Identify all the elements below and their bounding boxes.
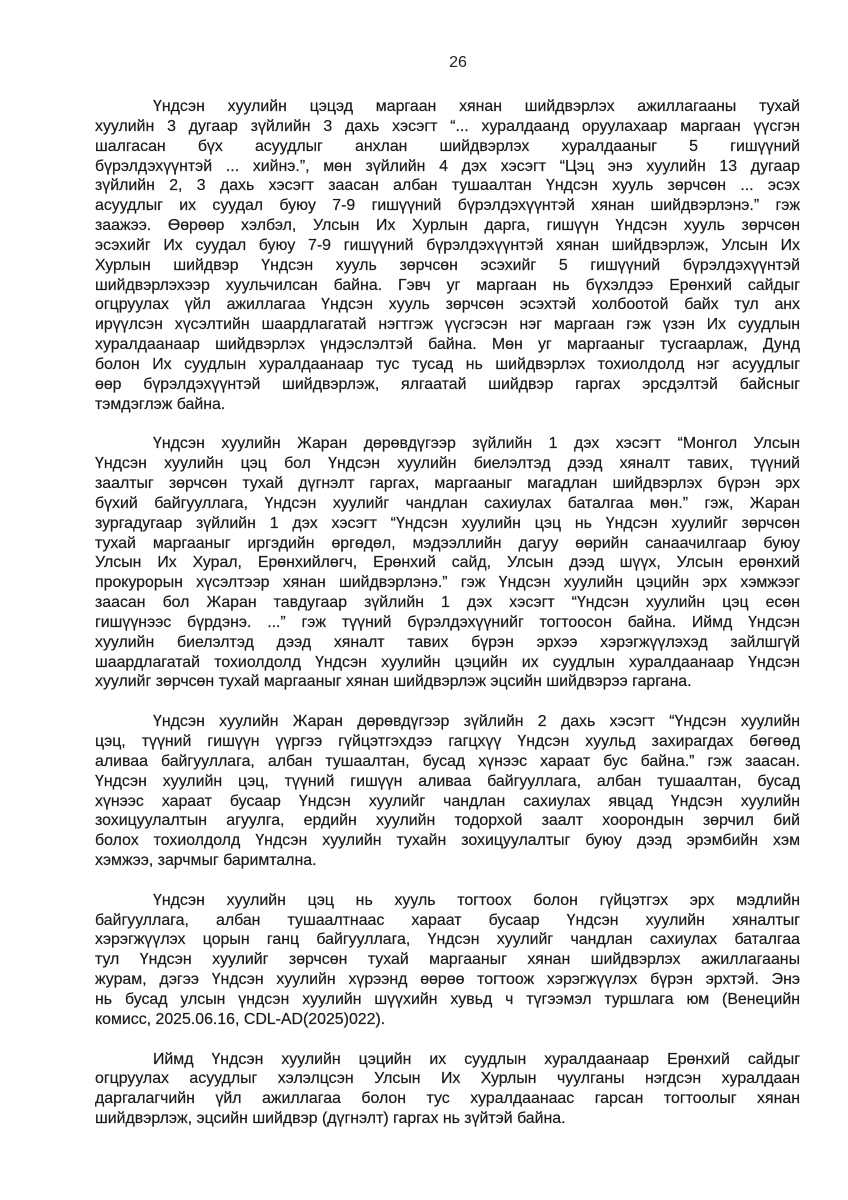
text-line: нь бусад улсын үндсэн хуулийн шүүхийн хувьд ч түгээмэл туршлага юм (Венецийн xyxy=(95,990,800,1008)
text-line: болох тохиолдолд Үндсэн хуулийн тухайн зохицуулалтыг буюу дээд эрэмбийн хэм xyxy=(95,832,800,850)
text-line: Үндсэн хуулийн цэц бол Үндсэн хуулийн биелэлтэд дээд хяналт тавих, түүний xyxy=(95,455,800,473)
paragraph xyxy=(95,97,800,415)
text-line: хэмжээ, зарчмыг баримтална. xyxy=(95,852,317,870)
text-line: өөр бүрэлдэхүүнтэй шийдвэрлэж, ялгаатай шийдвэр гаргах эрсдэлтэй байсныг xyxy=(95,375,800,393)
text-line: даргалагчийн үйл ажиллагаа болон тус хуралдаанаас гарсан тогтоолыг хянан xyxy=(95,1090,800,1108)
text-line: Хурлын шийдвэр Үндсэн хууль зөрчсөн эсэхийг 5 гишүүний бүрэлдэхүүнтэй xyxy=(95,256,800,274)
text-line: аливаа байгууллага, албан тушаалтан, бусад хүнээс хараат бус байна.” гэж заасан. xyxy=(95,752,800,770)
text-line: заалтыг зөрчсөн тухай дүгнэлт гаргах, маргааныг магадлан шийдвэрлэх бүрэн эрх xyxy=(95,475,800,493)
text-line: заасан бол Жаран тавдугаар зүйлийн 1 дэх хэсэгт “Үндсэн хуулийн цэц есөн xyxy=(95,594,800,612)
text-line: заажээ. Өөрөөр хэлбэл, Улсын Их Хурлын дарга, гишүүн Үндсэн хууль зөрчсөн xyxy=(95,217,800,235)
text-line: тэмдэглэж байна. xyxy=(95,395,226,413)
page-number: 26 xyxy=(449,54,467,71)
text-line: байгууллага, албан тушаалтнаас хараат бусаар Үндсэн хуулийн хяналтыг xyxy=(95,911,800,929)
paragraph xyxy=(95,712,800,871)
text-line: хүнээс хараат бусаар Үндсэн хуулийг чандлан сахиулах явцад Үндсэн хуулийн xyxy=(95,792,800,810)
paragraph xyxy=(95,891,800,1030)
text-line: Үндсэн хуулийн цэц, түүний гишүүн аливаа байгууллага, албан тушаалтан, бусад xyxy=(95,772,800,790)
text-line: огцруулах үйл ажиллагаа Үндсэн хууль зөрчсөн эсэхтэй холбоотой байх тул анх xyxy=(95,296,800,314)
text-line: хуулийн биелэлтэд дээд хяналт тавих бүрэн эрхээ хэрэгжүүлэхэд зайлшгүй xyxy=(95,633,800,651)
text-line: хуралдаанаар шийдвэрлэх үндэслэлтэй байна. Мөн уг маргааныг тусгаарлаж, Дунд xyxy=(95,336,800,354)
text-line: журам, дэгээ Үндсэн хуулийн хүрээнд өөрөө тогтоож хэрэгжүүлэх бүрэн эрхтэй. Энэ xyxy=(95,971,800,989)
text-line: тухай маргааныг иргэдийн өргөдөл, мэдээллийн дагуу өөрийн санаачилгаар буюу xyxy=(95,534,800,552)
text-line: цэц, түүний гишүүн үүргээ гүйцэтгэхдээ гагцхүү Үндсэн хуульд захирагдах бөгөөд xyxy=(95,733,800,750)
text-line: шалгасан бүх асуудлыг анхлан шийдвэрлэх хуралдааныг 5 гишүүний xyxy=(95,137,800,155)
text-line: Үндсэн хуулийн цэцэд маргаан хянан шийдвэрлэх ажиллагааны тухай xyxy=(153,98,800,115)
text-line: зүйлийн 2, 3 дахь хэсэгт заасан албан тушаалтан Үндсэн хууль зөрчсөн ... эсэх xyxy=(95,177,800,195)
text-line: хуулийн 3 дугаар зүйлийн 3 дахь хэсэгт “... хуралдаанд оруулахаар маргаан үүсгэн xyxy=(95,117,800,135)
text-line: эсэхийг Их суудал буюу 7-9 гишүүний бүрэлдэхүүнтэй хянан шийдвэрлэж, Улсын Их xyxy=(95,236,800,254)
text-line: гишүүнээс бүрдэнэ. ...” гэж түүний бүрэлдэхүүнийг тогтоосон байна. Иймд Үндсэн xyxy=(95,613,800,631)
text-line: асуудлыг их суудал буюу 7-9 гишүүний бүрэлдэхүүнтэй хянан шийдвэрлэнэ.” гэж xyxy=(95,197,800,215)
text-line: Улсын Их Хурал, Ерөнхийлөгч, Ерөнхий сайд, Улсын дээд шүүх, Улсын ерөнхий xyxy=(95,554,800,572)
text-line: шийдвэрлэж, эцсийн шийдвэр (дүгнэлт) гаргах нь зүйтэй байна. xyxy=(95,1110,566,1128)
text-line: зохицуулалтын агуулга, ердийн хуулийн тодорхой заалт хоорондын зөрчил бий xyxy=(95,812,800,830)
text-line: комисс, 2025.06.16, CDL-AD(2025)022). xyxy=(95,1010,386,1028)
document-body xyxy=(95,97,800,1129)
text-line: зургадугаар зүйлийн 1 дэх хэсэгт “Үндсэн хуулийн цэц нь Үндсэн хуулийг зөрчсөн xyxy=(95,514,800,532)
text-line: Үндсэн хуулийн цэц нь хууль тогтоох болон гүйцэтгэх эрх мэдлийн xyxy=(153,891,800,909)
text-line: прокурорын хүсэлтээр хянан шийдвэрлэнэ.” гэж Үндсэн хуулийн цэцийн эрх хэмжээг xyxy=(95,574,800,592)
text-line: бүхий байгууллага, Үндсэн хуулийг чандлан сахиулах баталгаа мөн.” гэж, Жаран xyxy=(95,494,800,512)
text-line: Үндсэн хуулийн Жаран дөрөвдүгээр зүйлийн 2 дахь хэсэгт “Үндсэн хуулийн xyxy=(153,713,800,731)
text-line: Үндсэн хуулийн Жаран дөрөвдүгээр зүйлийн 1 дэх хэсэгт “Монгол Улсын xyxy=(153,435,800,453)
text-line: ирүүлсэн хүсэлтийн шаардлагатай нэгтгэж үүсгэсэн нэг маргаан гэж үзэн Их суудлын xyxy=(95,316,800,334)
text-line: болон Их суудлын хуралдаанаар тус тусад нь шийдвэрлэх тохиолдолд нэг асуудлыг xyxy=(95,355,800,373)
text-line: шаардлагатай тохиолдолд Үндсэн хуулийн цэцийн их суудлын хуралдаанаар Үндсэн xyxy=(95,653,800,671)
text-line: бүрэлдэхүүнтэй ... хийнэ.”, мөн зүйлийн 4 дэх хэсэгт “Цэц энэ хуулийн 13 дугаар xyxy=(95,157,800,175)
paragraph xyxy=(95,1050,800,1129)
text-line: тул Үндсэн хуулийг зөрчсөн тухай маргааныг хянан шийдвэрлэх ажиллагааны xyxy=(95,951,800,969)
paragraph xyxy=(95,434,800,692)
text-line: хуулийг зөрчсөн тухай маргааныг хянан шийдвэрлэж эцсийн шийдвэрээ гаргана. xyxy=(95,673,692,691)
text-line: огцруулах асуудлыг хэлэлцсэн Улсын Их Хурлын чуулганы нэгдсэн хуралдаан xyxy=(95,1070,800,1088)
text-line: хэрэгжүүлэх цорын ганц байгууллага, Үндсэн хуулийг чандлан сахиулах баталгаа xyxy=(95,931,800,949)
text-line: шийдвэрлэхээр хуульчилсан байна. Гэвч уг маргаан нь бүхэлдээ Ерөнхий сайдыг xyxy=(95,276,800,294)
text-line: Иймд Үндсэн хуулийн цэцийн их суудлын хуралдаанаар Ерөнхий сайдыг xyxy=(153,1050,800,1068)
